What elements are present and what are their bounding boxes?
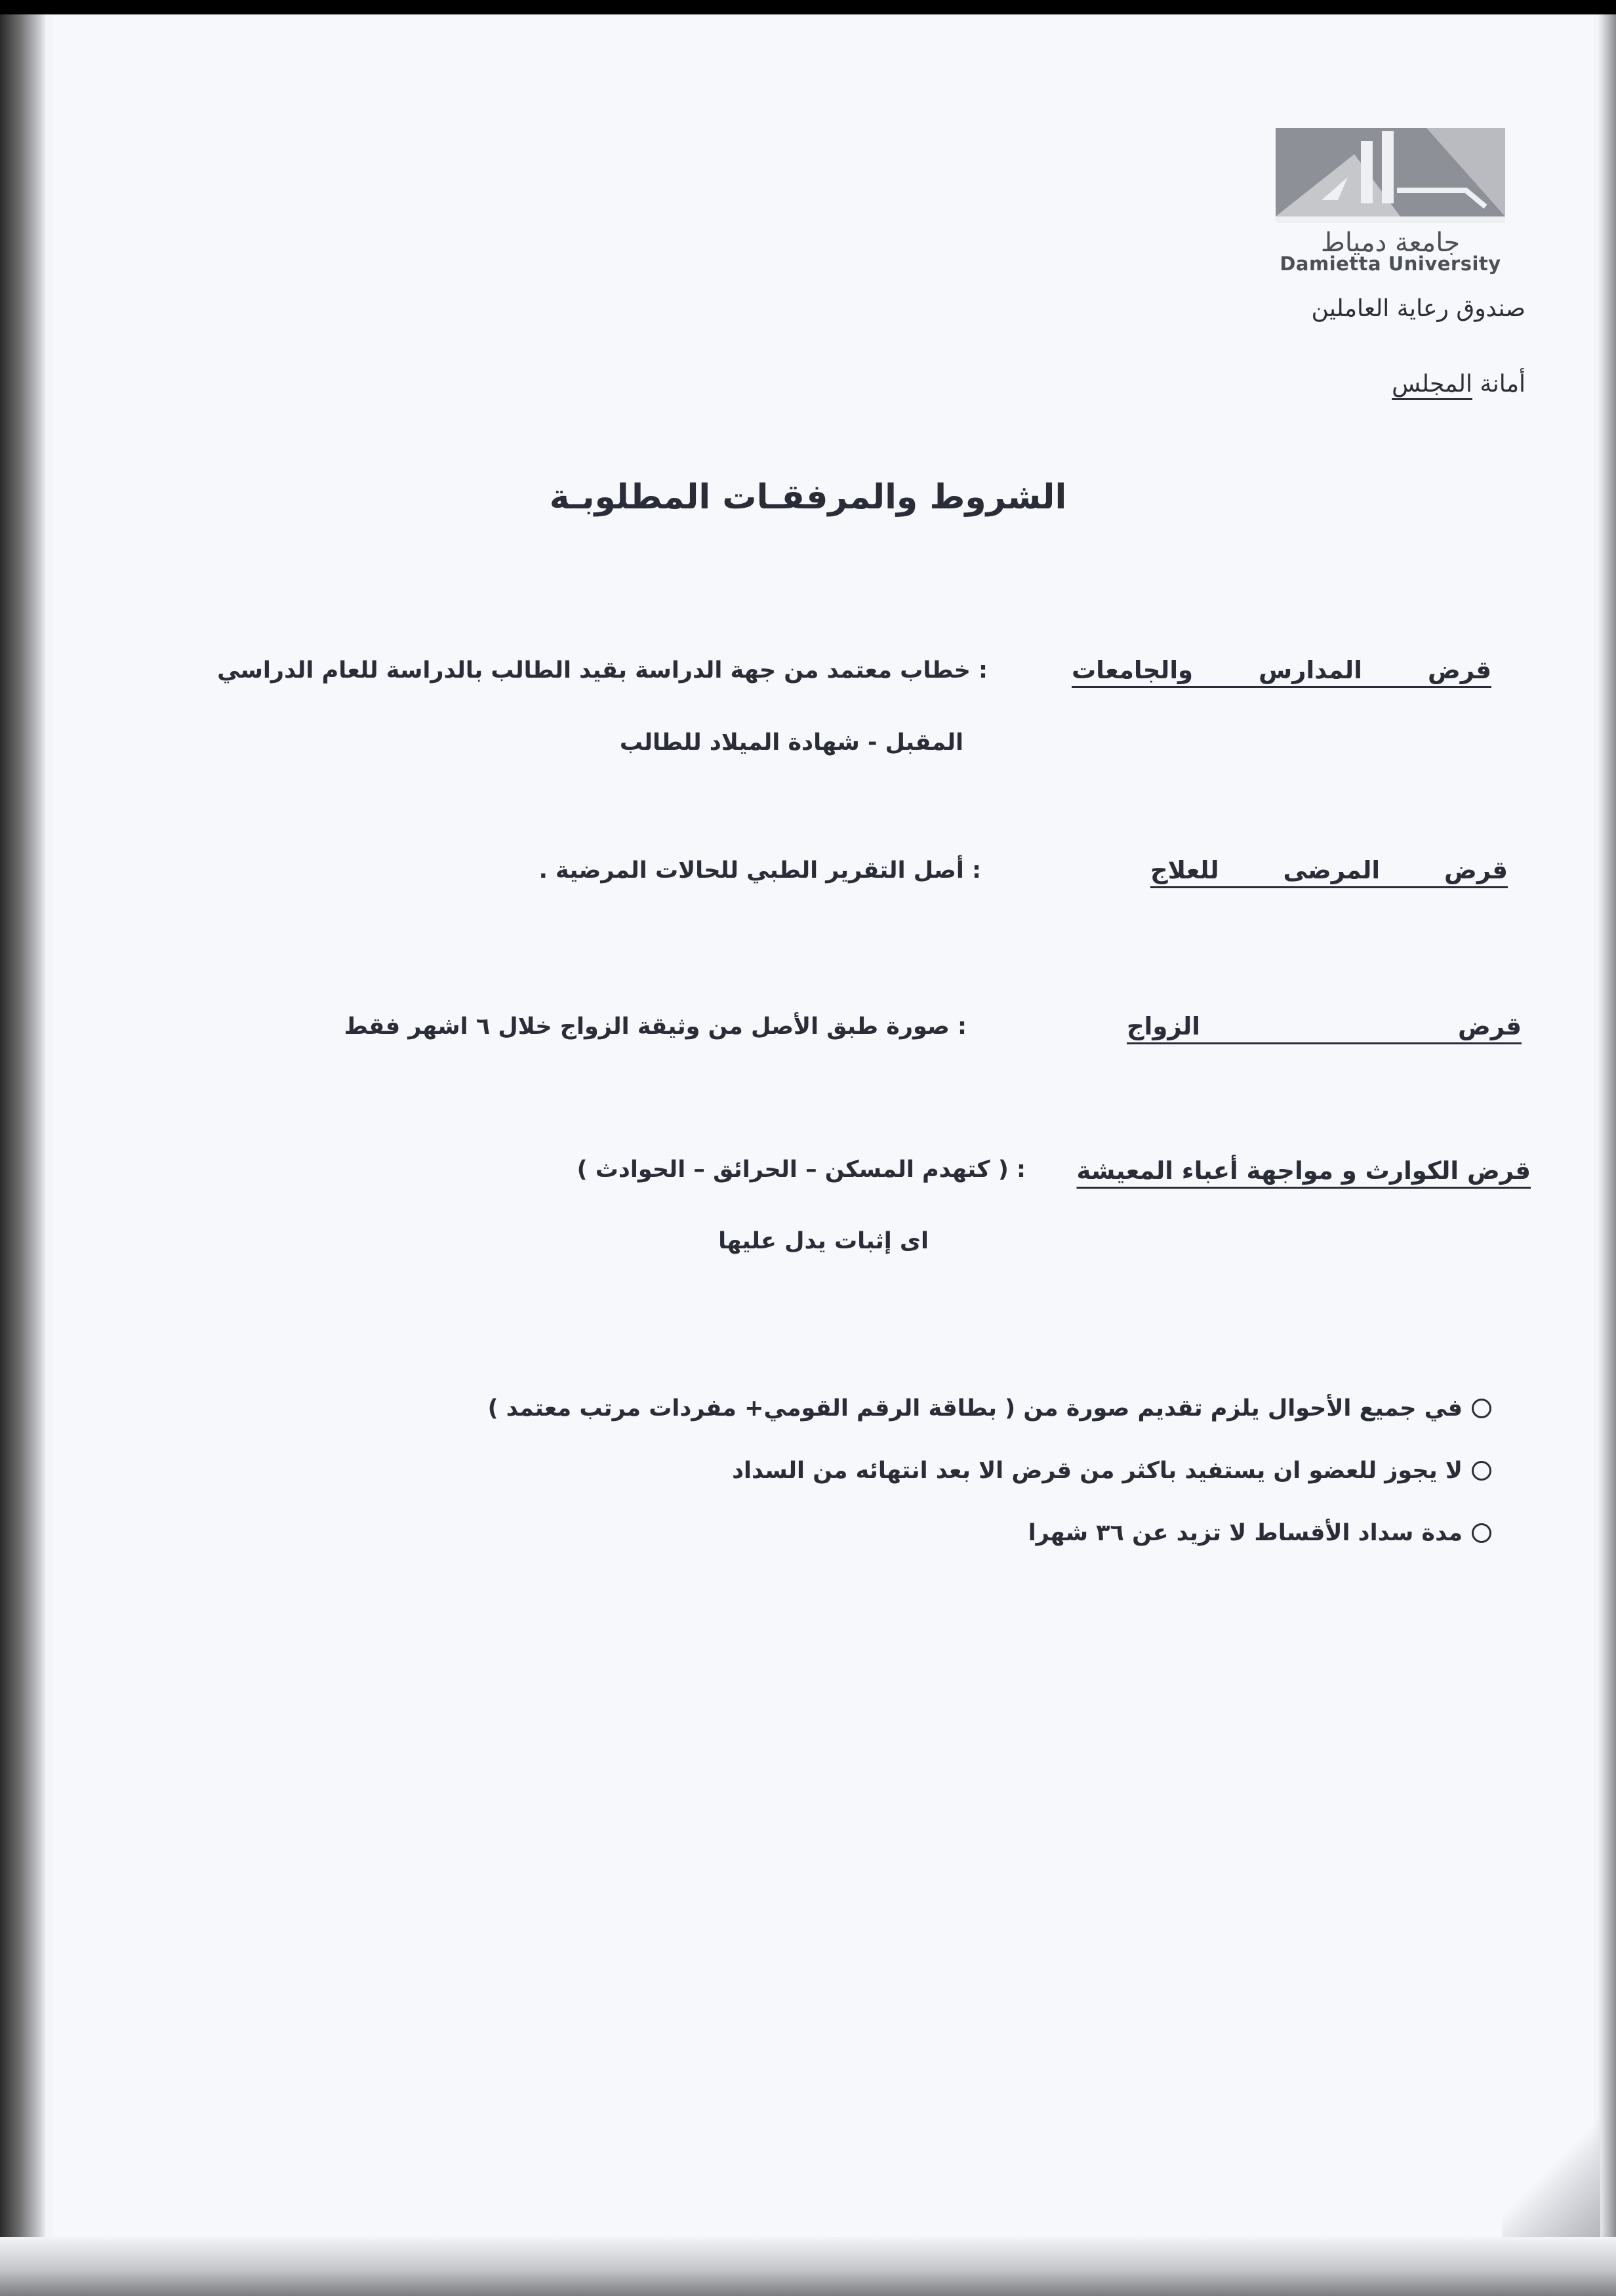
loan-desc-medical: : أصل التقرير الطبي للحالات المرضية .: [538, 857, 981, 884]
loan-label-schools: قرض المدارس والجامعات: [1072, 656, 1491, 684]
office-underlined: المجلس: [1392, 371, 1472, 398]
note-item: [1028, 1520, 1491, 1546]
scan-edge-bottom: [0, 2237, 1616, 2296]
page-title: الشروط والمرفقـات المطلوبـة: [549, 478, 1067, 517]
university-logo-icon: [1276, 128, 1505, 233]
office-prefix: أمانة: [1472, 371, 1525, 398]
office-name: [1392, 371, 1525, 398]
logo-english-name: Damietta University: [1280, 253, 1501, 275]
circle-bullet-icon: [1472, 1461, 1491, 1481]
loan-desc-schools: : خطاب معتمد من جهة الدراسة بقيد الطالب بالدراسة للعام الدراسي: [217, 657, 988, 684]
note-text: مدة سداد الأقساط لا تزيد عن ٣٦ شهرا: [1028, 1520, 1463, 1546]
scan-edge-right: [1598, 0, 1616, 2296]
loan-desc-schools-cont: المقبل - شهادة الميلاد للطالب: [619, 729, 963, 756]
university-logo: [1276, 128, 1505, 276]
note-item: [732, 1458, 1491, 1484]
document-page: [52, 16, 1594, 2240]
scan-edge-top: [0, 0, 1616, 14]
loan-label-marriage: قرض الزواج: [1127, 1012, 1522, 1040]
scan-edge-left: [0, 0, 46, 2296]
loan-desc-marriage: : صورة طبق الأصل من وثيقة الزواج خلال ٦ اشهر فقط: [344, 1014, 967, 1040]
circle-bullet-icon: [1472, 1523, 1491, 1543]
department-name: صندوق رعاية العاملين: [1311, 295, 1525, 322]
loan-desc-disasters: : ( كتهدم المسكن – الحرائق – الحوادث ): [576, 1157, 1026, 1183]
note-item: [488, 1395, 1491, 1422]
note-text: في جميع الأحوال يلزم تقديم صورة من ( بطاقة الرقم القومي+ مفردات مرتب معتمد ): [487, 1395, 1463, 1422]
loan-label-disasters: قرض الكوارث و مواجهة أعباء المعيشة: [1076, 1157, 1531, 1185]
page-curl: [1502, 2093, 1600, 2237]
logo-arabic-name: جامعة دمياط: [1320, 228, 1461, 258]
note-text: لا يجوز للعضو ان يستفيد باكثر من قرض الا بعد انتهائه من السداد: [732, 1458, 1463, 1484]
loan-desc-disasters-cont: اى إثبات يدل عليها: [718, 1228, 929, 1254]
circle-bullet-icon: [1472, 1399, 1491, 1418]
loan-label-medical: قرض المرضى للعلاج: [1150, 856, 1508, 884]
